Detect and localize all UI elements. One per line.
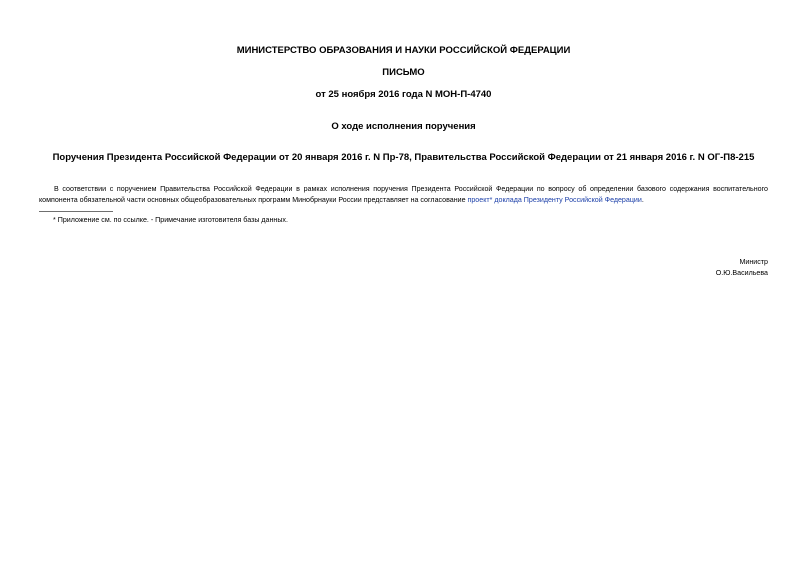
- body-paragraph: [39, 184, 768, 205]
- project-link[interactable]: проект*: [467, 195, 493, 204]
- signatory-position: Министр: [739, 258, 768, 266]
- body-paragraph-end: .: [641, 195, 644, 204]
- document-date-number: от 25 ноября 2016 года N МОН-П-4740: [315, 89, 492, 100]
- signature-block: [716, 257, 768, 278]
- document-subject: О ходе исполнения поручения: [331, 121, 476, 132]
- ministry-heading: МИНИСТЕРСТВО ОБРАЗОВАНИЯ И НАУКИ РОССИЙСКОЙ ФЕДЕРАЦИИ: [236, 45, 571, 56]
- orders-reference: Поручения Президента Российской Федерации от 20 января 2016 г. N Пр-78, Правительства Российской Федерации от 21 января 2016 г. N ОГ-П8-215: [52, 152, 755, 163]
- document-type-heading: ПИСЬМО: [382, 67, 425, 78]
- footnote-text: * Приложение см. по ссылке. - Примечание изготовителя базы данных.: [53, 216, 288, 224]
- footnote-divider: [39, 211, 113, 212]
- report-link[interactable]: доклада Президенту Российской Федерации: [494, 195, 642, 204]
- body-paragraph-text: В соответствии с поручением Правительства Российской Федерации в рамках исполнения поручения Президента Российской Федерации по вопросу об определении базового содержания воспитательного компонента обязательной части основных общеобразовательных программ Минобрнауки России представляет на согласование: [39, 185, 768, 204]
- signatory-name: О.Ю.Васильева: [715, 268, 768, 277]
